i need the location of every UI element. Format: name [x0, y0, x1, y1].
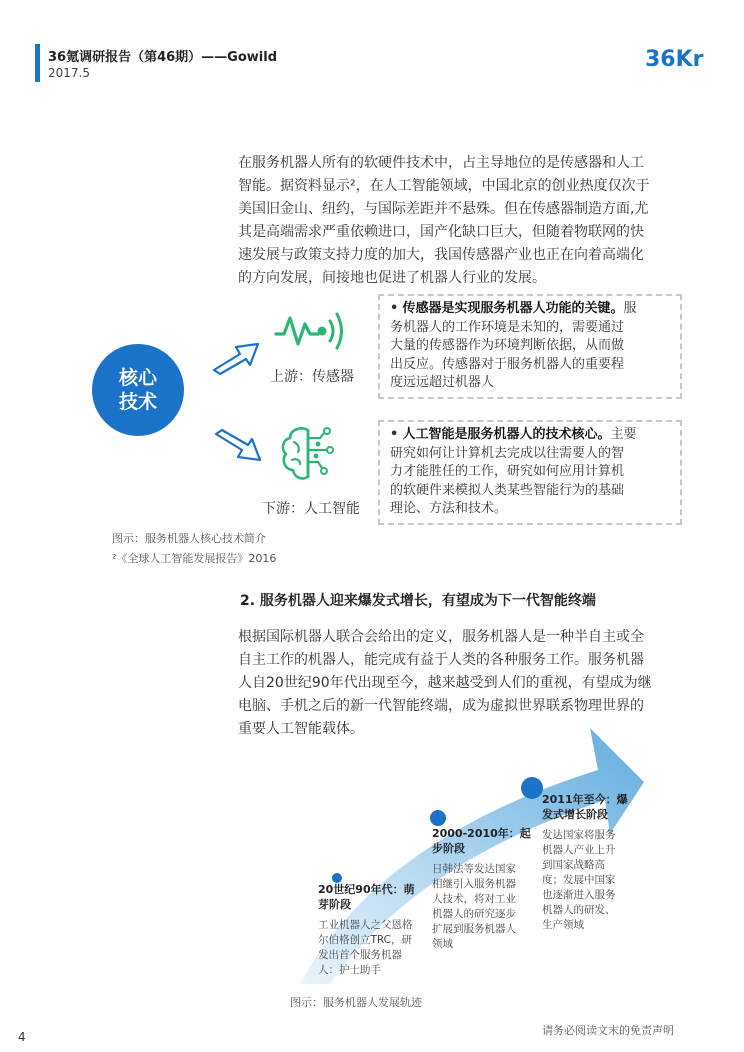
box-line: 的软硬件来模拟人类某些智能行为的基础 — [390, 482, 625, 498]
stage-desc-line: 相继引入服务机器 — [432, 878, 516, 890]
stage-desc-line: 度；发展中国家 — [542, 874, 616, 886]
stage-title-line: 2000-2010年：起 — [432, 827, 531, 840]
disclaimer-note: 请务必阅读文末的免责声明 — [542, 1024, 674, 1037]
report-title: 36氪调研报告（第46期）——Gowild — [48, 50, 278, 65]
intro-line: 速发展与政策支持力度的加大，我国传感器产业也正在向着高端化 — [238, 247, 644, 263]
upstream-label: 上游：传感器 — [270, 369, 354, 385]
stage-desc-line: 机器人产业上升 — [542, 844, 616, 856]
box-line: 务机器人的工作环境是未知的，需要通过 — [390, 319, 625, 335]
box-line: 出反应。传感器对于服务机器人的重要程 — [390, 356, 625, 372]
stage-desc-line: 机器人的研究逐步 — [432, 908, 516, 920]
box-lead-text: 人工智能是服务机器人的技术核心。 — [402, 427, 611, 442]
stage-desc-line: 领域 — [432, 938, 453, 950]
stage-title-line: 发式增长阶段 — [542, 808, 608, 821]
section2-line: 重要人工智能载体。 — [238, 721, 364, 737]
stage-desc-line: 日韩法等发达国家 — [432, 863, 516, 875]
diagram-caption: 图示：服务机器人核心技术简介 — [112, 532, 266, 545]
stage-title-line: 芽阶段 — [318, 898, 351, 911]
intro-line: 智能。据资料显示²，在人工智能领域，中国北京的创业热度仅次于 — [238, 178, 650, 194]
box-line: 理论、方法和技术。 — [390, 501, 508, 516]
section2-line: 电脑、手机之后的新一代智能终端，成为虚拟世界联系物理世界的 — [238, 698, 644, 714]
report-date: 2017.5 — [48, 66, 90, 80]
bullet: • — [390, 427, 399, 442]
downstream-label: 下游：人工智能 — [262, 501, 360, 517]
arrow-up-right-icon — [210, 336, 266, 376]
stage-desc-line: 机器人的研发、 — [542, 904, 616, 916]
section2-line: 人自20世纪90年代出现至今，越来越受到人们的重视，有望成为继 — [238, 675, 652, 691]
section2-line: 自主工作的机器人，能完成有益于人类的各种服务工作。服务机器 — [238, 652, 644, 668]
stage-title-line: 2011年至今：爆 — [542, 793, 628, 806]
stage-desc-line: 发达国家将服务 — [542, 829, 616, 841]
stage-desc-line: 扩展到服务机器人 — [432, 923, 516, 935]
36kr-logo — [645, 40, 713, 82]
logo-text: 36Kr — [645, 47, 704, 72]
intro-line: 的方向发展，间接地也促进了机器人行业的发展。 — [238, 270, 546, 286]
section2-line: 根据国际机器人联合会给出的定义，服务机器人是一种半自主或全 — [238, 629, 644, 645]
ai-brain-icon — [278, 424, 342, 486]
stage2-desc — [432, 862, 516, 952]
box-lead-text: 传感器是实现服务机器人功能的关键。 — [402, 301, 624, 316]
stage2-title — [432, 826, 531, 856]
intro-line: 在服务机器人所有的软硬件技术中，占主导地位的是传感器和人工 — [238, 155, 644, 171]
section-heading: 2. 服务机器人迎来爆发式增长，有望成为下一代智能终端 — [240, 593, 596, 609]
box-line: 力才能胜任的工作，研究如何应用计算机 — [390, 464, 625, 479]
stage3-title — [542, 792, 628, 822]
sensor-signal-icon — [272, 306, 352, 352]
stage-desc-line: 到国家战略高 — [542, 859, 605, 871]
stage-desc-line: 工业机器人之父恩格 — [318, 919, 413, 931]
footnote: ²《全球人工智能发展报告》2016 — [112, 552, 277, 565]
ai-description-box — [378, 420, 682, 525]
stage-desc-line: 发出首个服务机器 — [318, 949, 402, 961]
stage-title-line: 步阶段 — [432, 842, 465, 855]
intro-line: 其是高端需求严重依赖进口，国产化缺口巨大，但随着物联网的快 — [238, 224, 644, 240]
bullet: • — [390, 301, 399, 316]
box-line: 大量的传感器作为环境判断依据，从而做 — [390, 338, 625, 353]
stage-desc-line: 生产领域 — [542, 919, 584, 931]
stage-desc-line: 尔伯格创立TRC，研 — [318, 934, 413, 946]
stage-desc-line: 人技术，将对工业 — [432, 893, 516, 905]
box-text: 主要 — [610, 427, 637, 442]
core-label-line: 技术 — [118, 391, 157, 413]
stage-desc-line: 也逐渐进入服务 — [542, 889, 616, 901]
intro-line: 美国旧金山、纽约，与国际差距并不悬殊。但在传感器制造方面,尤 — [238, 201, 649, 217]
stage-title-line: 20世纪90年代：萌 — [318, 883, 415, 896]
header-accent-bar — [35, 44, 40, 82]
page-number: 4 — [18, 1030, 26, 1044]
core-tech-circle — [92, 344, 184, 436]
sensor-description-box — [378, 294, 682, 399]
stage3-desc — [542, 828, 616, 933]
stage1-title — [318, 882, 415, 912]
stage-desc-line: 人：护士助手 — [318, 964, 381, 976]
arrow-down-right-icon — [212, 428, 268, 468]
stage1-desc — [318, 918, 413, 978]
core-label-line: 核心 — [118, 367, 157, 389]
box-text: 服 — [623, 301, 637, 316]
intro-paragraph — [238, 152, 650, 290]
box-line: 研究如何让计算机去完成以往需要人的智 — [390, 445, 625, 461]
box-line: 度远远超过机器人 — [390, 375, 495, 390]
timeline-caption: 图示：服务机器人发展轨迹 — [290, 996, 422, 1009]
